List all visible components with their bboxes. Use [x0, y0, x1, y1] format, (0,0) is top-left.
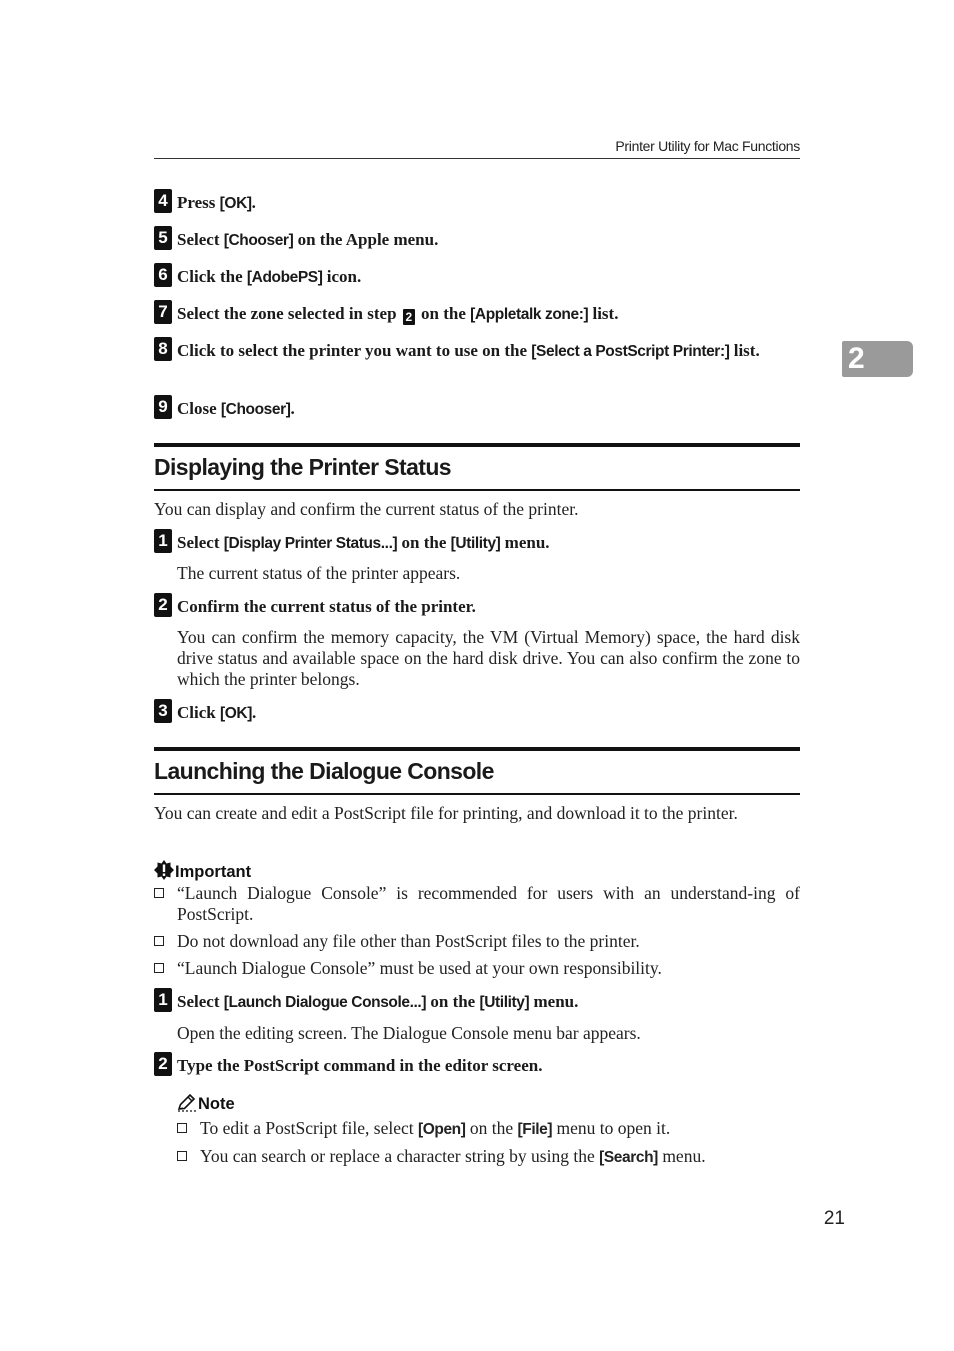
step-description: The current status of the printer appears. [177, 563, 461, 583]
note-heading: Note [177, 1094, 235, 1114]
step-number: 1 [154, 529, 172, 553]
step-text: Click the [AdobePS] icon. [177, 267, 362, 286]
checkbox-bullet-icon [177, 1123, 187, 1133]
step-number: 2 [154, 1052, 172, 1076]
step-text: Click [OK]. [177, 703, 257, 722]
step-description: Open the editing screen. The Dialogue Console menu bar appears. [177, 1023, 641, 1043]
important-icon [154, 860, 174, 880]
section-intro: You can create and edit a PostScript file for printing, and download it to the printer. [154, 803, 738, 823]
step-number: 8 [154, 337, 172, 361]
section-rule-top [154, 747, 800, 751]
chapter-number: 2 [848, 342, 865, 375]
ui-label: [Search] [599, 1149, 658, 1166]
step-number: 3 [154, 699, 172, 723]
ui-label: [Launch Dialogue Console...] [223, 994, 427, 1011]
step-text: Select [Display Printer Status...] on the [Utility] menu. [177, 533, 550, 552]
section-rule-bottom [154, 793, 800, 795]
section-title: Launching the Dialogue Console [154, 758, 494, 784]
checkbox-bullet-icon [154, 888, 164, 898]
step-number: 4 [154, 189, 172, 213]
section-intro: You can display and confirm the current status of the printer. [154, 499, 579, 519]
step-number: 2 [154, 593, 172, 617]
ui-label: [Utility] [479, 994, 530, 1011]
step-text: Confirm the current status of the printer. [177, 597, 476, 616]
ui-label: [Display Printer Status...] [223, 535, 398, 552]
ui-label: [OK] [219, 195, 252, 212]
running-header: Printer Utility for Mac Functions [615, 138, 800, 154]
pencil-icon [177, 1094, 197, 1112]
checkbox-bullet-icon [177, 1151, 187, 1161]
ui-label: [File] [517, 1121, 553, 1138]
ui-label: [AdobePS] [246, 269, 323, 286]
step-number: 1 [154, 988, 172, 1012]
manual-page: Printer Utility for Mac Functions 2 4 Press [OK]. 5 Select [Chooser] on the Apple menu. 6 Click the [AdobePS] icon. 7 Select the zone selected in step 2 on the [Appletalk zone:] list. 8 Click to select the printer you want to use on the [Select a PostScript Printer:] list. 9 Close [Chooser]. Displaying the Printer Status You can display and confirm the current status of the printer. 1 Select [Display Printer Status...] on the [Utility] menu. The current status of the printer appears. 2 Confirm the current status of the printer. You can confirm the memory capacity, the VM (Virtual Memory) space, the hard disk drive status and available space on the hard disk drive. You can also confirm the zone to which the printer belongs. 3 Click [OK]. Launching the Dialogue Console You can create and edit a PostScript file for printing, and download it to the printer. Important “Launch Dialogue Console” is recommended for users with an understand-ing of PostScript. Do not download any file other than PostScript files to the printer. “Launch Dialogue Console” must be used at your own responsibility. 1 Select [Launch Dialogue Console...] on the [Utility] menu. Open the editing screen. The Dialogue Console menu bar appears. 2 Type the PostScript command in the editor screen. Note To edit a PostScript file, select [Open] on the [File] menu to open it. You can search or replace a character string by using the [Search] menu. 21 [0, 0, 954, 1351]
ui-label: [Select a PostScript Printer:] [531, 343, 730, 360]
checkbox-bullet-icon [154, 936, 164, 946]
section-title: Displaying the Printer Status [154, 454, 451, 480]
ui-label: [Chooser] [223, 232, 294, 249]
step-text: Type the PostScript command in the editor screen. [177, 1056, 543, 1075]
ui-label: [Open] [417, 1121, 466, 1138]
ui-label: [Appletalk zone:] [470, 306, 589, 323]
step-number: 5 [154, 226, 172, 250]
step-text: Close [Chooser]. [177, 399, 295, 418]
step-text: Select the zone selected in step 2 on the [Appletalk zone:] list. [177, 304, 619, 324]
ui-label: [OK] [219, 705, 252, 722]
section-rule-bottom [154, 489, 800, 491]
step-number: 6 [154, 263, 172, 287]
section-rule-top [154, 443, 800, 447]
important-heading: Important [154, 860, 251, 882]
header-rule [154, 158, 800, 159]
chapter-tab [842, 341, 913, 377]
step-text: Press [OK]. [177, 193, 256, 212]
step-number: 7 [154, 300, 172, 324]
checkbox-bullet-icon [154, 963, 164, 973]
step-text: Click to select the printer you want to use on the [Select a PostScript Printer:] list. [177, 341, 760, 360]
ui-label: [Utility] [450, 535, 501, 552]
step-text: Select [Launch Dialogue Console...] on the [Utility] menu. [177, 992, 579, 1011]
step-number: 9 [154, 395, 172, 419]
step-text: Select [Chooser] on the Apple menu. [177, 230, 439, 249]
step-reference-icon: 2 [403, 309, 415, 325]
page-number: 21 [823, 1208, 845, 1229]
step-description: You can confirm the memory capacity, the VM (Virtual Memory) space, the hard disk drive status and available space on the hard disk drive. You can also confirm the zone to which the printer belongs. [177, 627, 800, 689]
ui-label: [Chooser] [220, 401, 291, 418]
